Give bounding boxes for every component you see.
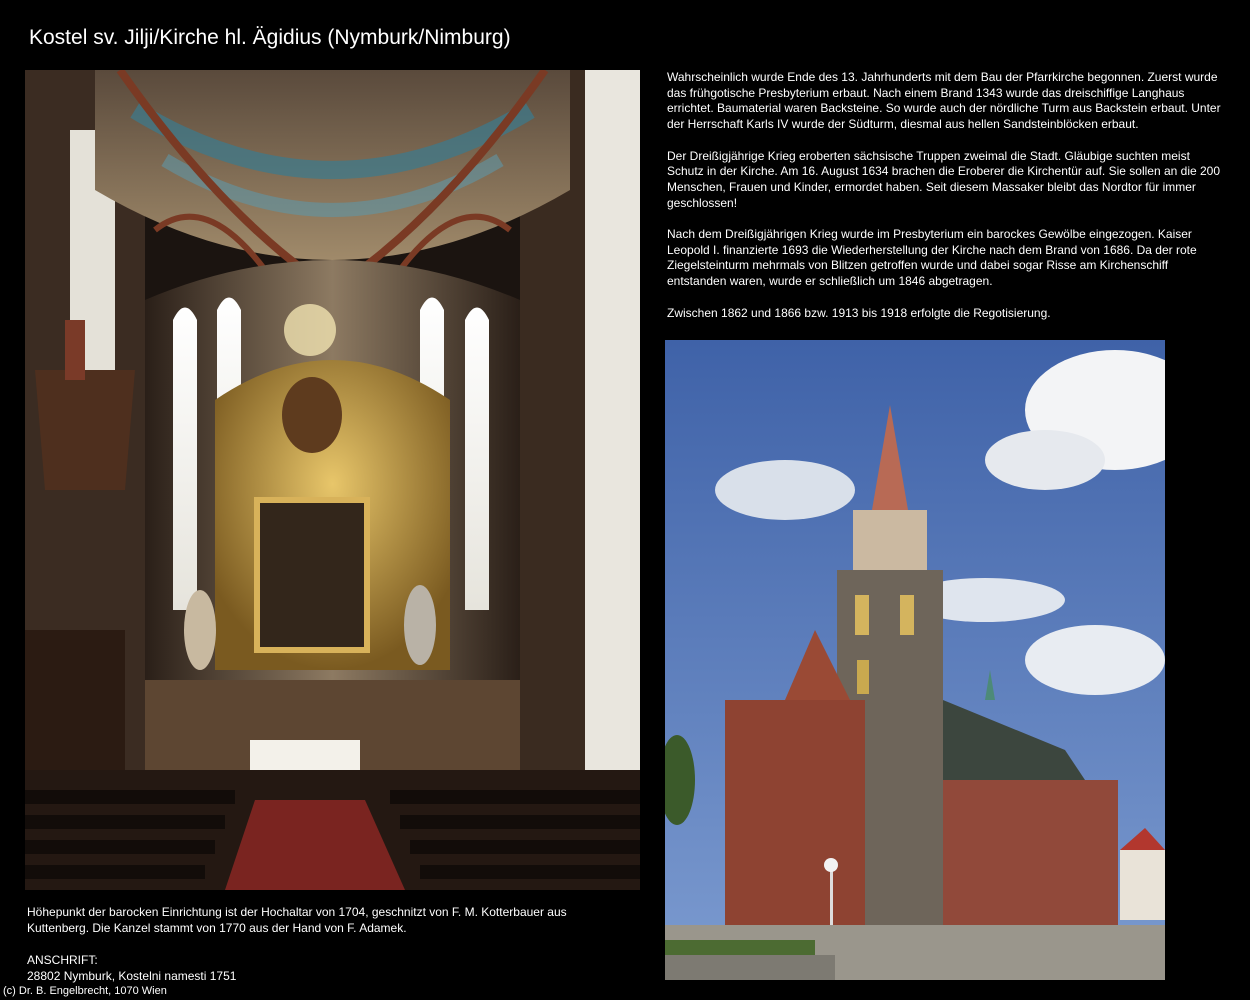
caption-line: Höhepunkt der barocken Einrichtung ist der Hochaltar von 1704, geschnitzt von F. M. Kotterbauer aus bbox=[27, 905, 567, 919]
paragraph: Der Dreißigjährige Krieg eroberten sächsische Truppen zweimal die Stadt. Gläubige suchten meist Schutz in der Kirche. Am 16. August 1634 brachen die Eroberer die Kirchentür auf. Sie sollen an die 200 Menschen, Frauen und Kinder, ermordet haben. Seit diesem Massaker bleibt das Nordtor für immer geschlossen! bbox=[667, 148, 1221, 210]
paragraph: Zwischen 1862 und 1866 bzw. 1913 bis 1918 erfolgte die Regotisierung. bbox=[667, 305, 1051, 320]
address-line: 28802 Nymburk, Kostelni namesti 1751 bbox=[27, 968, 237, 983]
address-label: ANSCHRIFT: bbox=[27, 953, 98, 967]
description-text bbox=[667, 70, 1227, 321]
paragraph: Nach dem Dreißigjährigen Krieg wurde im Presbyterium ein barockes Gewölbe eingezogen. Kaiser Leopold I. finanzierte 1693 die Wiederherstellung der Kirche nach dem Brand von 1686. Da der rote Ziegelsteinturm mehrmals von Blitzen getroffen wurde und dabei sogar Risse am Kirchenschiff entstanden waren, wurde er schließlich um 1846 abgetragen. bbox=[667, 227, 1197, 289]
caption-line: Kuttenberg. Die Kanzel stammt von 1770 aus der Hand von F. Adamek. bbox=[27, 920, 407, 935]
photo-caption bbox=[27, 905, 627, 936]
address-block bbox=[27, 953, 236, 984]
church-exterior-photo bbox=[665, 340, 1165, 980]
paragraph: Wahrscheinlich wurde Ende des 13. Jahrhunderts mit dem Bau der Pfarrkirche begonnen. Zuerst wurde das frühgotische Presbyterium erbaut. Nach einem Brand 1343 wurde das dreischiffige Langhaus errichtet. Baumaterial waren Backsteine. So wurde auch der nördliche Turm aus Backstein erbaut. Unter der Herrschaft Karls IV wurde der Südturm, diesmal aus hellen Sandsteinblöcken erbaut. bbox=[667, 70, 1221, 132]
page-title: Kostel sv. Jilji/Kirche hl. Ägidius (Nymburk/Nimburg) bbox=[29, 26, 511, 49]
church-interior-photo bbox=[25, 70, 640, 890]
copyright-notice: (c) Dr. B. Engelbrecht, 1070 Wien bbox=[3, 985, 167, 997]
